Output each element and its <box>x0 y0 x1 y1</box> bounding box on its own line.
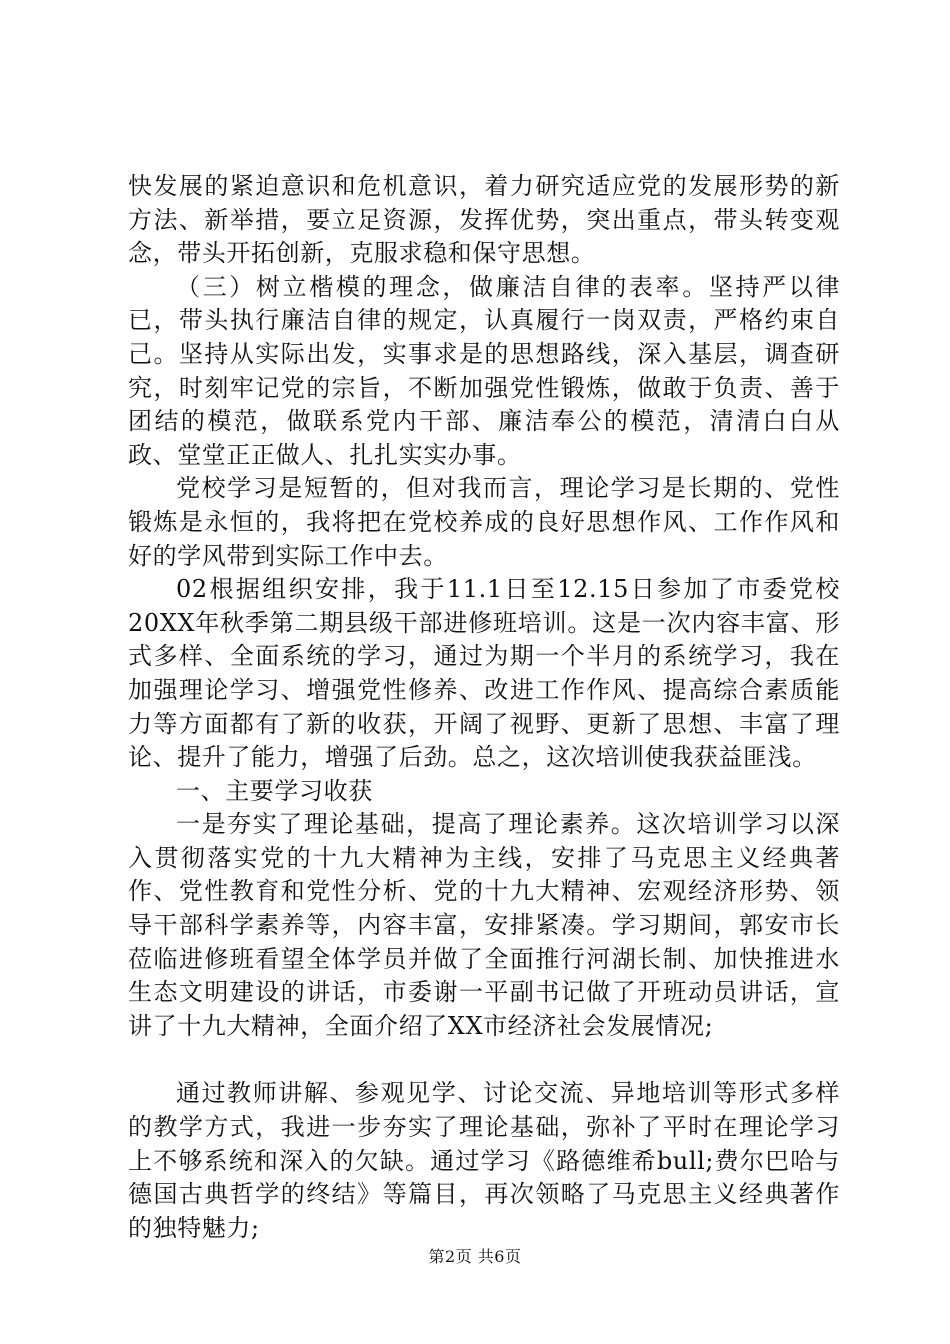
page-footer: 第2页 共6页 <box>428 1247 522 1266</box>
section-heading: 一、主要学习收获 <box>176 776 373 805</box>
paragraph-party-school: 党校学习是短暂的，但对我而言，理论学习是长期的、党性锻炼是永恒的，我将把在党校养成的良好思想作风、工作作风和好的学风带到实际工作中去。 <box>128 474 840 570</box>
paragraph-training-intro: 02根据组织安排，我于11.1日至12.15日参加了市委党校20XX年秋季第二期县级干部进修班培训。这是一次内容丰富、形式多样、全面系统的学习，通过为期一个半月的系统学习，我在加强理论学习、增强党性修养、改进工作作风、提高综合素质能力等方面都有了新的收获，开阔了视野、更新了思想、丰富了理论、提升了能力，增强了后劲。总之，这次培训使我获益匪浅。 <box>128 575 840 772</box>
paragraph-section-three: （三）树立楷模的理念，做廉洁自律的表率。坚持严以律已，带头执行廉洁自律的规定，认真履行一岗双责，严格约束自己。坚持从实际出发，实事求是的思想路线，深入基层，调查研究，时刻牢记党的宗旨，不断加强党性锻炼，做敢于负责、善于团结的模范，做联系党内干部、廉洁奉公的模范，清清白白从政、堂堂正正做人、扎扎实实办事。 <box>128 272 840 469</box>
paragraph-continuation: 快发展的紧迫意识和危机意识，着力研究适应党的发展形势的新方法、新举措，要立足资源，发挥优势，突出重点，带头转变观念，带头开拓创新，克服求稳和保守思想。 <box>128 172 840 268</box>
paragraph-theory-foundation: 一是夯实了理论基础，提高了理论素养。这次培训学习以深入贯彻落实党的十九大精神为主线，安排了马克思主义经典著作、党性教育和党性分析、党的十九大精神、宏观经济形势、领导干部科学素养等，内容丰富，安排紧凑。学习期间，郭安市长莅临进修班看望全体学员并做了全面推行河湖长制、加快推进水生态文明建设的讲话，市委谢一平副书记做了开班动员讲话，宣讲了十九大精神，全面介绍了XX市经济社会发展情况; <box>128 810 840 1040</box>
document-body <box>128 170 840 1245</box>
paragraph-teaching-methods: 通过教师讲解、参观见学、讨论交流、异地培训等形式多样的教学方式，我进一步夯实了理论基础，弥补了平时在理论学习上不够系统和深入的欠缺。通过学习《路德维希bull;费尔巴哈与德国古典哲学的终结》等篇目，再次领略了马克思主义经典著作的独特魅力; <box>128 1079 840 1242</box>
